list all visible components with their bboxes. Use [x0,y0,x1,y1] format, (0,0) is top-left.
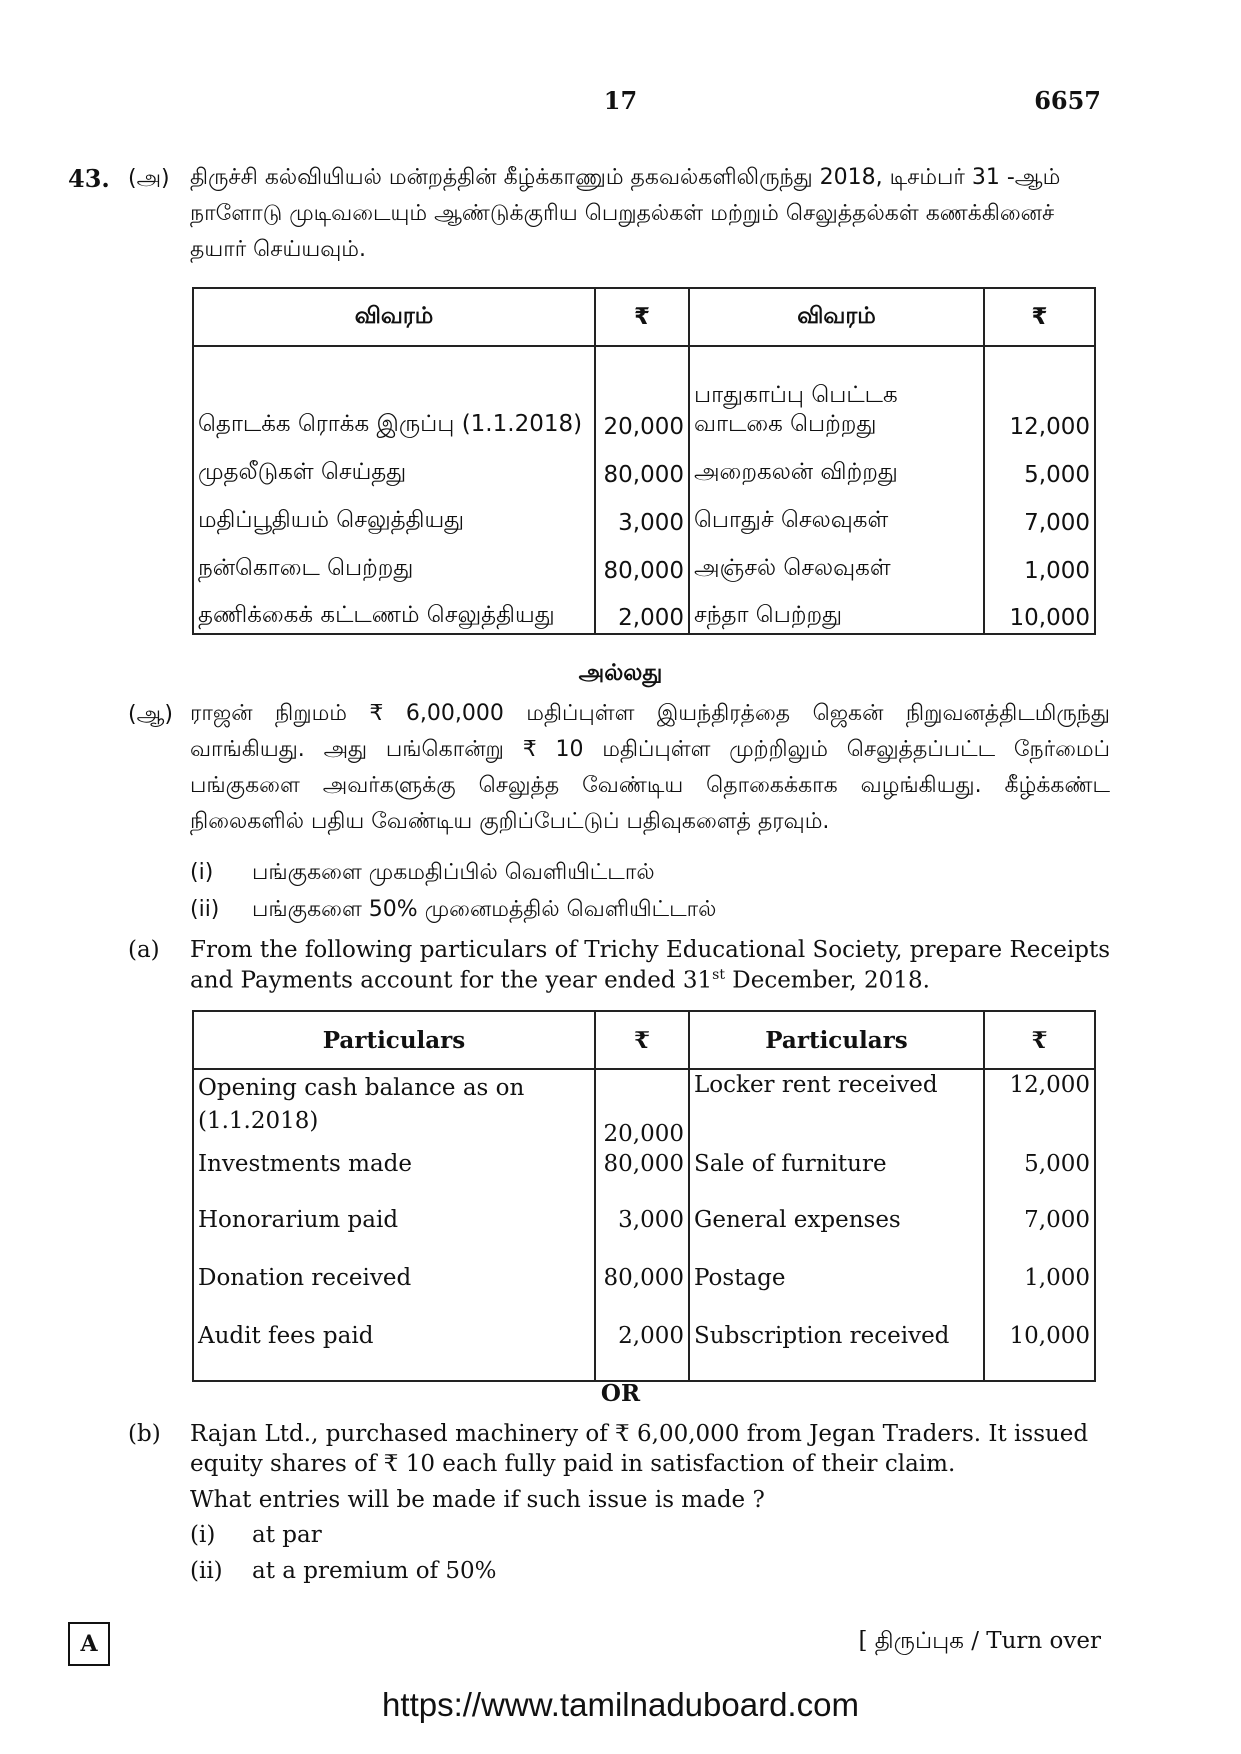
table-row [193,346,1095,442]
table-cell: Audit fees paid [193,1321,595,1381]
table-cell: Subscription received [689,1321,984,1381]
column-header: ₹ [595,1011,689,1069]
column-header: ₹ [984,288,1095,346]
sub-item-text: பங்குகளை 50% முனைமத்தில் வெளியிட்டால் [252,897,717,922]
table-cell: மதிப்பூதியம் செலுத்தியது [193,490,595,538]
table-row [193,538,1095,586]
english-part-b-line1: Rajan Ltd., purchased machinery of ₹ 6,00,000 from Jegan Traders. It issued [190,1421,1089,1447]
table-row [193,442,1095,490]
sub-item-text: at par [252,1522,322,1548]
table-cell-amount: 20,000 [595,1069,689,1149]
page-number: 17 [603,86,638,115]
column-header: ₹ [595,288,689,346]
table-cell: அறைகலன் விற்றது [689,442,984,490]
table-row [193,1069,1095,1149]
english-part-b-line3: What entries will be made if such issue is made ? [190,1487,765,1513]
question-number: 43. [68,164,110,193]
table-cell-amount: 10,000 [984,1321,1095,1381]
tamil-or-label: அல்லது [578,660,663,686]
sub-item-number: (i) [190,860,214,885]
table-cell: Postage [689,1263,984,1321]
table-cell-amount: 2,000 [595,586,689,634]
sub-item-text: பங்குகளை முகமதிப்பில் வெளியிட்டால் [252,860,655,885]
watermark-url[interactable]: https://www.tamilnaduboard.com [382,1686,859,1723]
table-cell-amount: 1,000 [984,538,1095,586]
table-cell: Opening cash balance as on (1.1.2018) [193,1069,595,1149]
table-cell-amount: 12,000 [984,346,1095,442]
table-cell-amount: 2,000 [595,1321,689,1381]
table-cell-amount: 12,000 [984,1069,1095,1149]
sub-item-number: (ii) [190,1558,223,1584]
english-part-a-label: (a) [128,937,160,963]
table-header-row [193,288,1095,346]
table-header-row [193,1011,1095,1069]
tamil-receipts-table [192,287,1096,635]
table-cell-amount: 1,000 [984,1263,1095,1321]
column-header: Particulars [689,1011,984,1069]
sub-item-text: at a premium of 50% [252,1558,497,1584]
table-cell-amount: 80,000 [595,1263,689,1321]
table-cell-amount: 10,000 [984,586,1095,634]
table-cell: நன்கொடை பெற்றது [193,538,595,586]
table-row [193,1321,1095,1381]
table-row [193,1263,1095,1321]
english-or-label: OR [600,1380,641,1407]
column-header: விவரம் [193,288,595,346]
turn-over-note: [ திருப்புக / Turn over [858,1628,1101,1654]
table-row [193,1205,1095,1263]
series-box: A [68,1622,110,1666]
english-part-b-line2: equity shares of ₹ 10 each fully paid in satisfaction of their claim. [190,1451,956,1477]
table-cell-amount: 20,000 [595,346,689,442]
table-cell: Donation received [193,1263,595,1321]
table-row [193,1149,1095,1205]
tamil-part-b-label: (ஆ) [128,702,173,727]
column-header: விவரம் [689,288,984,346]
table-cell: பாதுகாப்பு பெட்டக வாடகை பெற்றது [689,346,984,442]
tamil-part-a-label: (அ) [128,166,170,191]
table-cell-amount: 7,000 [984,1205,1095,1263]
english-part-a-line2 [190,967,930,994]
table-row [193,490,1095,538]
sub-item-number: (ii) [190,897,220,922]
table-cell: Sale of furniture [689,1149,984,1205]
sub-item-number: (i) [190,1522,216,1548]
text-segment: December, 2018. [724,967,930,994]
table-cell-amount: 3,000 [595,490,689,538]
superscript: st [712,967,725,983]
table-cell-amount: 80,000 [595,538,689,586]
table-cell-amount: 80,000 [595,1149,689,1205]
english-receipts-table [192,1010,1096,1382]
text-segment: and Payments account for the year ended 31 [190,967,713,994]
english-part-a-line1: From the following particulars of Trichy Educational Society, prepare Receipts [190,937,1111,963]
tamil-part-b-text: ராஜன் நிறுமம் ₹ 6,00,000 மதிப்புள்ள இயந்திரத்தை ஜெகன் நிறுவனத்திடமிருந்து வாங்கியது. அது பங்கொன்று ₹ 10 மதிப்புள்ள முற்றிலும் செலுத்தப்பட்ட நேர்மைப் பங்குகளை அவர்களுக்கு செலுத்த வேண்டிய தொகைக்காக வழங்கியது. கீழ்க்கண்ட நிலைகளில் பதிய வேண்டிய குறிப்பேட்டுப் பதிவுகளைத் தரவும். [190,701,1110,834]
table-cell: General expenses [689,1205,984,1263]
table-cell: முதலீடுகள் செய்தது [193,442,595,490]
table-cell: பொதுச் செலவுகள் [689,490,984,538]
paper-code: 6657 [1034,86,1101,115]
table-cell-amount: 3,000 [595,1205,689,1263]
table-cell: தணிக்கைக் கட்டணம் செலுத்தியது [193,586,595,634]
table-cell: அஞ்சல் செலவுகள் [689,538,984,586]
table-cell: சந்தா பெற்றது [689,586,984,634]
table-cell-amount: 5,000 [984,1149,1095,1205]
column-header: ₹ [984,1011,1095,1069]
english-part-b-label: (b) [128,1421,161,1447]
table-cell: Investments made [193,1149,595,1205]
table-cell-amount: 80,000 [595,442,689,490]
table-cell-amount: 5,000 [984,442,1095,490]
table-cell: Locker rent received [689,1069,984,1149]
table-cell: தொடக்க ரொக்க இருப்பு (1.1.2018) [193,346,595,442]
table-cell-amount: 7,000 [984,490,1095,538]
tamil-part-a-text: திருச்சி கல்வியியல் மன்றத்தின் கீழ்க்காணும் தகவல்களிலிருந்து 2018, டிசம்பர் 31 -ஆம் நாளோடு முடிவடையும் ஆண்டுக்குரிய பெறுதல்கள் மற்றும் செலுத்தல்கள் கணக்கினைச் தயார் செய்யவும். [190,165,1061,262]
table-row [193,586,1095,634]
table-cell: Honorarium paid [193,1205,595,1263]
column-header: Particulars [193,1011,595,1069]
